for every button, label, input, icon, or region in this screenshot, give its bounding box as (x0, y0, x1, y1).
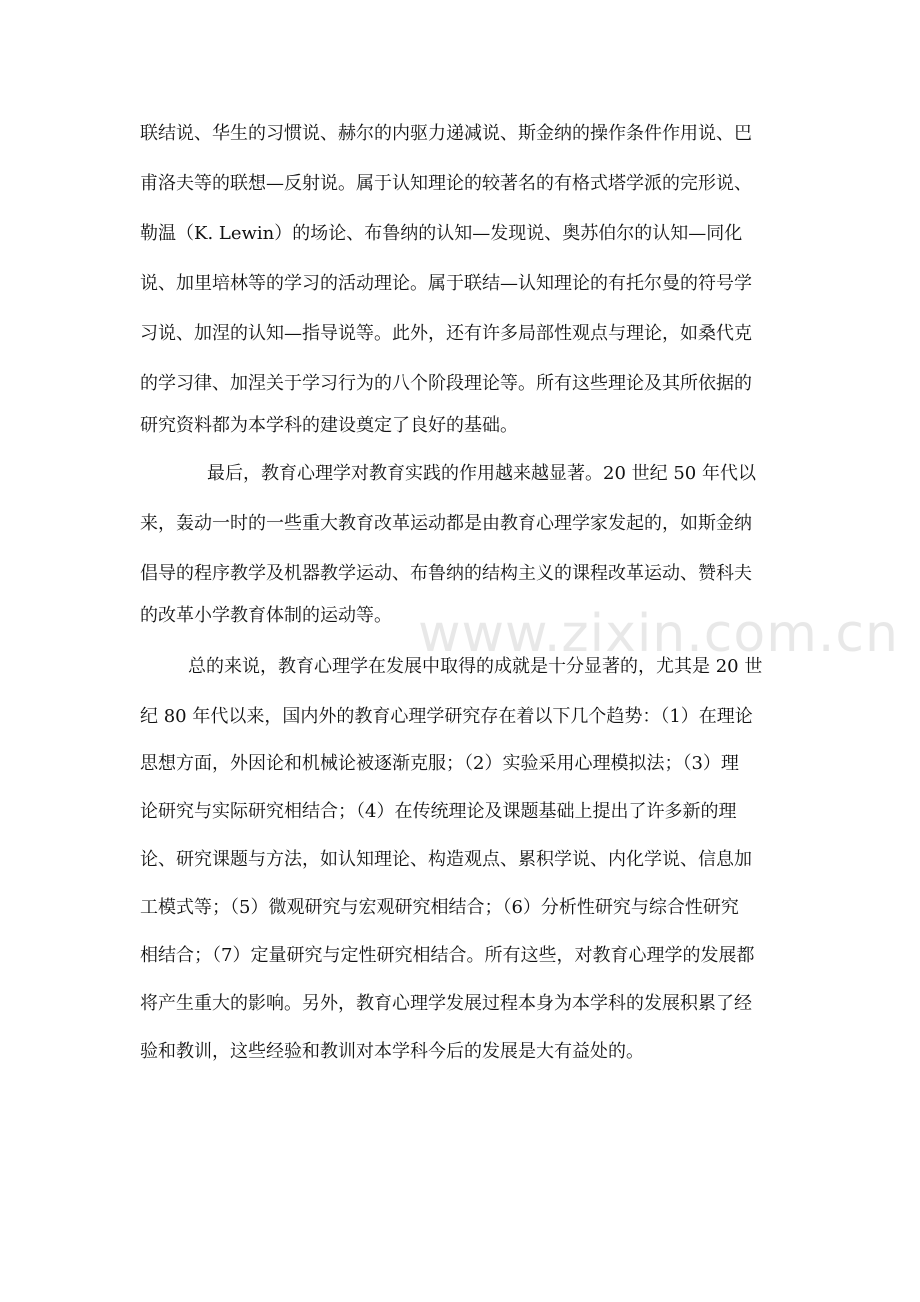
text-line: 思想方面，外因论和机械论被逐渐克服；（2）实验采用心理模拟法；（3）理 (140, 753, 739, 774)
text-line: 联结说、华生的习惯说、赫尔的内驱力递减说、斯金纳的操作条件作用说、巴 (140, 123, 752, 144)
text-line: 论研究与实际研究相结合；（4）在传统理论及课题基础上提出了许多新的理 (140, 801, 737, 822)
text-line: 勒温（K. Lewin）的场论、布鲁纳的认知—发现说、奥苏伯尔的认知—同化 (140, 223, 743, 244)
text-line: 的学习律、加涅关于学习行为的八个阶段理论等。所有这些理论及其所依据的 (140, 373, 752, 394)
text-line: 说、加里培林等的学习的活动理论。属于联结—认知理论的有托尔曼的符号学 (140, 273, 752, 294)
text-line: 倡导的程序教学及机器教学运动、布鲁纳的结构主义的课程改革运动、赞科夫 (140, 563, 752, 584)
text-line: 研究资料都为本学科的建设奠定了良好的基础。 (140, 415, 518, 436)
text-line: 来，轰动一时的一些重大教育改革运动都是由教育心理学家发起的，如斯金纳 (140, 513, 752, 534)
text-line: 最后，教育心理学对教育实践的作用越来越显著。20 世纪 50 年代以 (207, 463, 756, 484)
text-line: 纪 80 年代以来，国内外的教育心理学研究存在着以下几个趋势：（1）在理论 (140, 706, 753, 727)
text-line: 总的来说，教育心理学在发展中取得的成就是十分显著的，尤其是 20 世 (188, 656, 763, 677)
text-line: 甫洛夫等的联想—反射说。属于认知理论的较著名的有格式塔学派的完形说、 (140, 173, 752, 194)
text-line: 工模式等；（5）微观研究与宏观研究相结合；（6）分析性研究与综合性研究 (140, 897, 739, 918)
text-line: 验和教训，这些经验和教训对本学科今后的发展是大有益处的。 (140, 1041, 644, 1062)
text-line: 论、研究课题与方法，如认知理论、构造观点、累积学说、内化学说、信息加 (140, 849, 752, 870)
text-line: 相结合；（7）定量研究与定性研究相结合。所有这些，对教育心理学的发展都 (140, 945, 755, 966)
text-line: 将产生重大的影响。另外，教育心理学发展过程本身为本学科的发展积累了经 (140, 993, 752, 1014)
watermark-text: www.zixin.com.cn (418, 604, 899, 664)
text-line: 习说、加涅的认知—指导说等。此外，还有许多局部性观点与理论，如桑代克 (140, 323, 752, 344)
text-line: 的改革小学教育体制的运动等。 (140, 605, 392, 626)
